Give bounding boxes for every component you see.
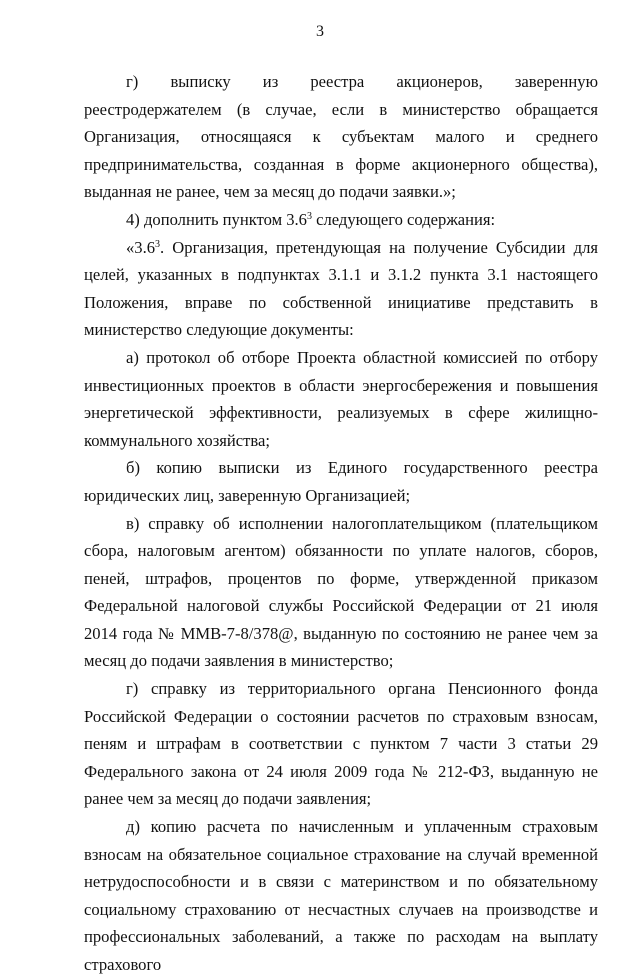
superscript: 3 — [155, 238, 161, 250]
paragraph-item-b: б) копию выписки из Единого государственного реестра юридических лиц, заверенную Организацией; — [84, 458, 598, 505]
paragraph-clause-3-6-3 — [84, 234, 598, 344]
paragraph-text-start: «3.6 — [126, 237, 156, 257]
paragraph-item-d: д) копию расчета по начисленным и уплаченным страховым взносам на обязательное социальное страхование на случай временной нетрудоспособности и в связи с материнством и по обязательному социальному страхованию от несчастных случаев на производстве и профессиональных заболеваний, а также по расходам на выплату страхового — [84, 817, 598, 974]
paragraph-item-g: г) справку из территориального органа Пенсионного фонда Российской Федерации о состоянии расчетов по страховым взносам, пеням и штрафам в соответствии с пунктом 7 части 3 статьи 29 Федерального закона от 24 июля 2009 года № 212-ФЗ, выданную не ранее чем за месяц до подачи заявления; — [84, 679, 598, 809]
paragraph-item-a: а) протокол об отборе Проекта областной комиссией по отбору инвестиционных проектов в области энергосбережения и повышения энергетической эффективности, реализуемых в сфере жилищно-коммунального хозяйства; — [84, 347, 598, 450]
page-number: 3 — [316, 23, 324, 40]
paragraph-text-end: . Организация, претендующая на получение Субсидии для целей, указанных в подпунктах 3.1.1 и 3.1.2 пункта 3.1 настоящего Положения, вправе по собственной инициативе представить в министерство следующие документы: — [84, 237, 598, 340]
paragraph-text-start: 4) дополнить пунктом 3.6 — [126, 209, 307, 229]
paragraph-item-v: в) справку об исполнении налогоплательщиком (плательщиком сбора, налоговым агентом) обязанности по уплате налогов, сборов, пеней, штрафов, процентов по форме, утвержденной приказом Федеральной налоговой службы Российской Федерации от 21 июля 2014 года № ММВ-7-8/378@, выданную по состоянию не ранее чем за месяц до подачи заявления в министерство; — [84, 513, 598, 671]
superscript: 3 — [306, 210, 312, 222]
paragraph-extract-shareholders: г) выписку из реестра акционеров, заверенную реестродержателем (в случае, если в министерство обращается Организация, относящаяся к субъектам малого и среднего предпринимательства, созданная в форме акционерного общества), выданная не ранее, чем за месяц до подачи заявки.»; — [84, 72, 598, 202]
paragraph-amendment-item-4 — [84, 206, 598, 234]
document-body — [84, 68, 598, 979]
paragraph-text-end: следующего содержания: — [311, 209, 496, 229]
